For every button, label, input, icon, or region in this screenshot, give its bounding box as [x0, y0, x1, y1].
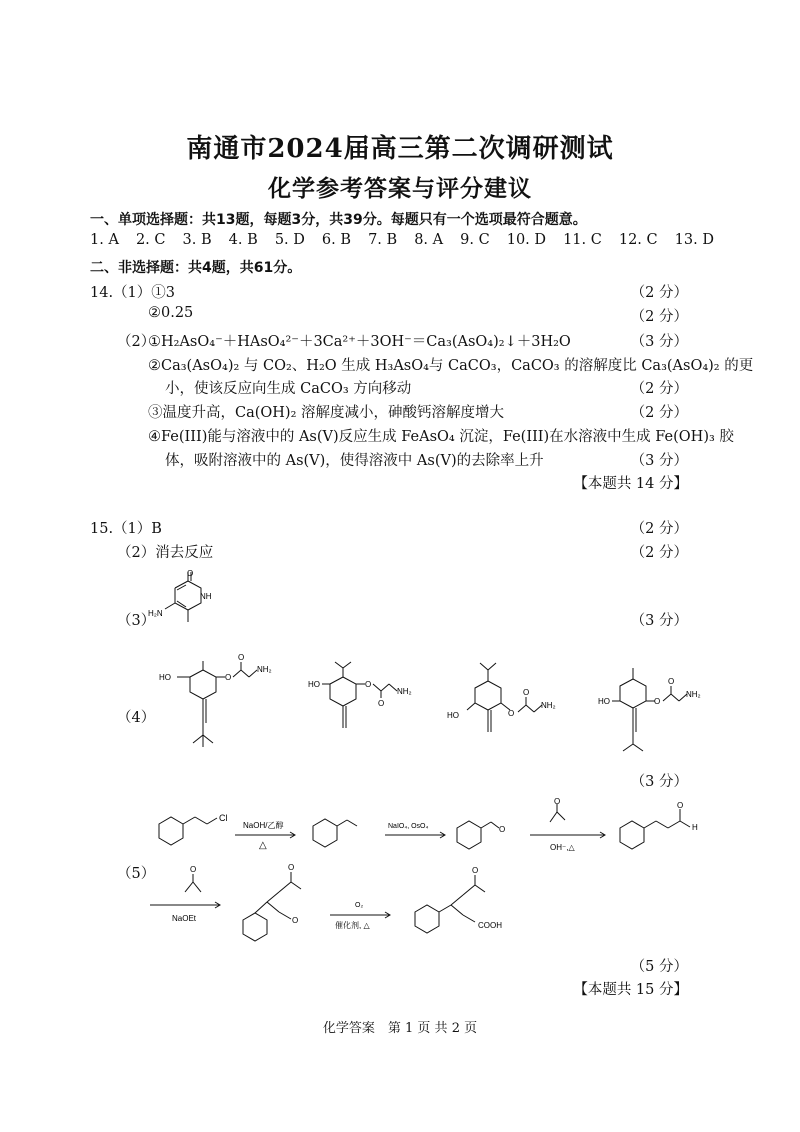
- ho-label: HO: [447, 711, 459, 720]
- isomer-structure-1: [145, 655, 275, 760]
- score: （5 分）: [630, 959, 688, 975]
- answer-item: 10. D: [506, 232, 547, 248]
- answer-item: 9. C: [460, 232, 490, 248]
- section2-heading: 二、非选择题：共4题，共61分。: [90, 260, 302, 276]
- q15-line1: [90, 517, 162, 538]
- ho-label: HO: [159, 673, 171, 682]
- section1-heading: 一、单项选择题：共13题，每题3分，共39分。每题只有一个选项最符合题意。: [90, 212, 587, 228]
- score: （2 分）: [630, 381, 688, 397]
- oxygen-label: O: [225, 673, 232, 682]
- oxygen-label: O: [238, 653, 245, 662]
- reagent-o2: O₂: [355, 902, 364, 909]
- answer-item: 4. B: [228, 232, 258, 248]
- h2n-label: H₂N: [148, 609, 163, 618]
- oxygen-label: O: [677, 801, 684, 810]
- oxygen-label: O: [365, 680, 372, 689]
- q14-line5: 小，使该反应向生成 CaCO₃ 方向移动: [165, 381, 412, 397]
- q14-line8: 体，吸附溶液中的 As(V)，使得溶液中 As(V)的去除率上升: [165, 453, 544, 469]
- q14-line2: ②0.25: [148, 305, 194, 321]
- oxygen-label: O: [523, 688, 530, 697]
- synthesis-route: [145, 797, 745, 952]
- answer-item: 8. A: [414, 232, 444, 248]
- hydrogen-label: H: [692, 823, 698, 832]
- oxygen-label: O: [190, 865, 197, 874]
- q15-line4-label: （4）: [117, 710, 156, 726]
- answer-item: 6. B: [321, 232, 352, 248]
- chlorine-label: Cl: [219, 813, 228, 823]
- question-total: 【本题共 15 分】: [573, 982, 688, 998]
- isomer-structure-2: [300, 662, 430, 762]
- oxygen-label: O: [292, 916, 299, 925]
- answer-item: 5. D: [274, 232, 305, 248]
- answer-item: 2. C: [135, 232, 166, 248]
- q14-equation: ①H₂AsO₄⁻＋HAsO₄²⁻＋3Ca²⁺＋3OH⁻＝Ca₃(AsO₄)₂↓＋3H₂O: [148, 334, 571, 350]
- q15-label: （2）: [117, 545, 156, 561]
- aminopyridinone-structure: [140, 569, 220, 644]
- q14-answer: 3: [165, 285, 176, 301]
- score: （2 分）: [630, 405, 688, 421]
- q15-label: 15.（1）: [90, 521, 152, 537]
- oxygen-label: O: [668, 677, 675, 686]
- reagent-naoh-ethanol: NaOH/乙醇: [243, 821, 284, 830]
- reagent-naoet: NaOEt: [172, 914, 197, 923]
- score: （2 分）: [630, 521, 688, 537]
- answer-item: 3. B: [182, 232, 212, 248]
- reagent-heat: △: [259, 840, 267, 851]
- page-subtitle: 化学参考答案与评分建议: [268, 175, 532, 202]
- answer-row: [90, 232, 714, 248]
- page-title: 南通市2024届高三第二次调研测试: [186, 134, 614, 164]
- q15-line3-label: （3）: [117, 613, 156, 629]
- q15-line2: [117, 541, 213, 562]
- isomer-structure-4: [590, 658, 720, 763]
- score: （2 分）: [630, 309, 688, 325]
- q15-answer: B: [151, 521, 162, 537]
- nh2-label: NH₂: [686, 690, 701, 699]
- isomer-structure-3: [445, 660, 575, 765]
- score: （2 分）: [630, 545, 688, 561]
- nh2-label: NH₂: [257, 665, 272, 674]
- score: （3 分）: [630, 774, 688, 790]
- q14-line3-label: （2）: [117, 334, 156, 350]
- nh2-label: NH₂: [541, 701, 556, 710]
- oxygen-label: O: [187, 569, 194, 578]
- score: （2 分）: [630, 285, 688, 301]
- nh2-label: NH₂: [397, 687, 412, 696]
- q14-line7: ④Fe(III)能与溶液中的 As(V)反应生成 FeAsO₄ 沉淀，Fe(III)在水溶液中生成 Fe(OH)₃ 胶: [148, 429, 734, 445]
- answer-item: 7. B: [368, 232, 398, 248]
- score: （3 分）: [630, 453, 688, 469]
- q14-line6: ③温度升高，Ca(OH)₂ 溶解度减小，砷酸钙溶解度增大: [148, 405, 505, 421]
- answer-item: 1. A: [90, 232, 119, 248]
- cooh-label: COOH: [478, 921, 502, 930]
- oxygen-label: O: [508, 709, 515, 718]
- oxygen-label: O: [472, 866, 479, 875]
- answer-item: 13. D: [674, 232, 714, 248]
- oxygen-label: O: [654, 697, 661, 706]
- q15-line5-label: （5）: [117, 866, 156, 882]
- nh-label: NH: [200, 592, 212, 601]
- q14-label: 14.（1）①: [90, 285, 166, 301]
- oxygen-label: O: [288, 863, 295, 872]
- q14-line1: [90, 281, 175, 302]
- ho-label: HO: [308, 680, 320, 689]
- answer-item: 12. C: [618, 232, 658, 248]
- score: （3 分）: [630, 334, 688, 350]
- oxygen-label: O: [378, 699, 385, 708]
- reagent-base-heat: OH⁻,△: [550, 843, 575, 852]
- reagent-catalyst-heat: 催化剂, △: [335, 921, 370, 930]
- page-footer: 化学答案 第 1 页 共 2 页: [322, 1021, 478, 1036]
- ho-label: HO: [598, 697, 610, 706]
- reagent-naio4-oso4: NaIO₄, OsO₄: [388, 823, 429, 830]
- q15-answer: 消去反应: [155, 545, 214, 561]
- score: （3 分）: [630, 613, 688, 629]
- answer-item: 11. C: [563, 232, 602, 248]
- q14-line4: ②Ca₃(AsO₄)₂ 与 CO₂、H₂O 生成 H₃AsO₄与 CaCO₃，CaCO₃ 的溶解度比 Ca₃(AsO₄)₂ 的更: [148, 358, 754, 374]
- oxygen-label: O: [499, 825, 506, 834]
- oxygen-label: O: [554, 797, 561, 806]
- question-total: 【本题共 14 分】: [573, 476, 688, 492]
